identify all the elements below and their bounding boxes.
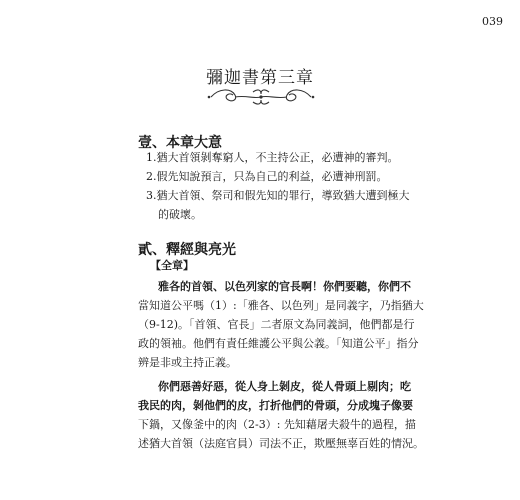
section-heading-summary: 壹、本章大意: [138, 135, 222, 151]
summary-item: 3.猶大首領、祭司和假先知的罪行，導致猶大遭到極大: [146, 189, 410, 202]
section-tag: 【全章】: [150, 259, 194, 272]
verse-line: 你們惡善好惡，從人身上剝皮，從人骨頭上剔肉；吃: [158, 380, 411, 393]
summary-item-continuation: 的破壞。: [158, 208, 202, 221]
commentary-line: 政的領袖。他們有責任維護公平與公義。「知道公平」指分: [138, 337, 419, 350]
summary-item: 2.假先知說預言，只為自己的利益，必遭神刑罰。: [146, 170, 388, 183]
verse-line: 雅各的首領、以色列家的官長啊！你們要聽，你們不: [158, 280, 411, 293]
commentary-line: 辨是非或主持正義。: [138, 356, 237, 369]
section-heading-exegesis: 貳、釋經與亮光: [138, 242, 236, 258]
summary-item: 1.猶大首領剝奪窮人，不主持公正，必遭神的審判。: [146, 151, 399, 164]
commentary-line: 下鍋，又像釜中的肉（2-3）: 先知藉屠夫殺牛的過程，描: [138, 418, 416, 431]
commentary-line: （9-12)。「首領、官長」二者原文為同義詞，他們都是行: [138, 318, 415, 331]
page-number: 039: [482, 15, 503, 28]
verse-line: 我民的肉，剝他們的皮，打折他們的骨頭，分成塊子像要: [138, 399, 413, 412]
commentary-line: 當知道公平嗎（1）:「雅各、以色列」是同義字，乃指猶大: [138, 299, 424, 312]
chapter-title: 彌迦書第三章: [206, 68, 314, 88]
flourish-ornament-icon: [205, 86, 317, 108]
commentary-line: 述猶大首領（法庭官員）司法不正，欺壓無辜百姓的情況。: [138, 437, 424, 450]
